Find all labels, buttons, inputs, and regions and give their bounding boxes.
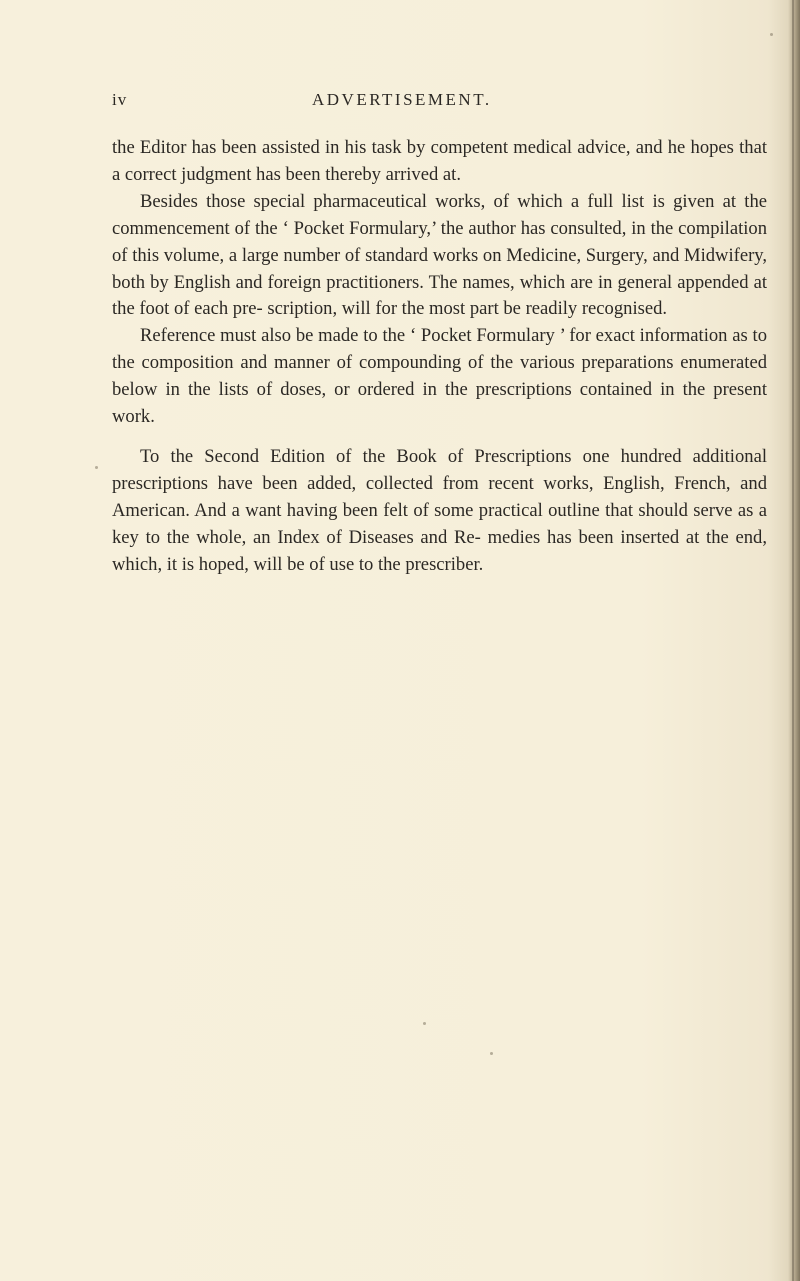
paragraph-works-consulted: Besides those special pharmaceutical works, of which a full list is given at the commencement of the ‘ Pocket Formulary,’ the author has consulted, in the compilation of this volume, a large number of standard works on Medicine, Surgery, and Midwifery, both by English and foreign practitioners. The names, which are in general appended at the foot of each pre- scription, will for the most part be readily recognised. bbox=[112, 190, 767, 320]
page-number: iv bbox=[112, 90, 128, 109]
paper-speck bbox=[423, 1022, 426, 1025]
paper-speck bbox=[490, 1052, 493, 1055]
page-edge-shadow bbox=[788, 0, 800, 1281]
page-edge-line bbox=[792, 0, 794, 1281]
paper-speck bbox=[95, 466, 98, 469]
paper-speck bbox=[770, 33, 773, 36]
paragraph-continuation: the Editor has been assisted in his task by competent medical advice, and he hopes that a correct judgment has been thereby arrived at. bbox=[112, 137, 767, 185]
page-header bbox=[112, 90, 767, 114]
running-head: ADVERTISEMENT. bbox=[312, 90, 492, 109]
body-text bbox=[112, 135, 767, 579]
paragraph-second-edition: To the Second Edition of the Book of Prescriptions one hundred additional prescriptions have been added, collected from recent works, English, French, and American. And a want having been felt of some practical outline that should serve as a key to the whole, an Index of Diseases and Re- medies has been inserted at the end, which, it is hoped, will be of use to the prescriber. bbox=[112, 445, 767, 575]
paragraph-reference: Reference must also be made to the ‘ Pocket Formulary ’ for exact information as to the composition and manner of compounding of the various preparations enumerated below in the lists of doses, or ordered in the prescriptions contained in the present work. bbox=[112, 325, 767, 428]
